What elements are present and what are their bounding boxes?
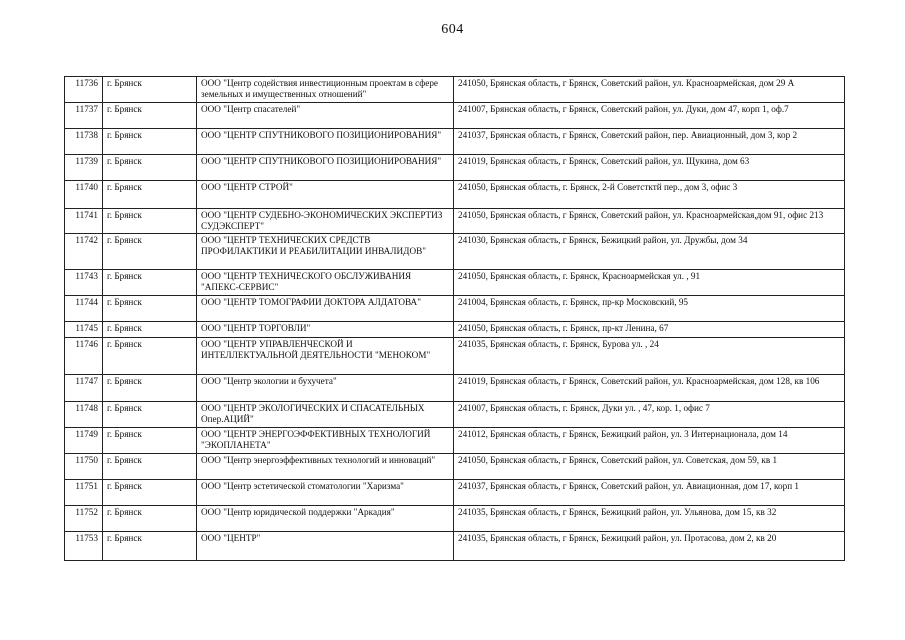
table-row [65, 338, 845, 375]
organization-name: ООО "Центр содействия инвестиционным проектам в сфере земельных и имущественных отношений" [197, 77, 454, 103]
address-cell: 241007, Брянская область, г. Брянск, Дуки ул. , 47, кор. 1, офис 7 [454, 402, 845, 428]
row-number: 11746 [65, 338, 103, 375]
organization-name: ООО "ЦЕНТР" [197, 532, 454, 561]
city-cell: г. Брянск [103, 77, 197, 103]
organization-name: ООО "ЦЕНТР ЭКОЛОГИЧЕСКИХ И СПАСАТЕЛЬНЫХ Опер.АЦИЙ" [197, 402, 454, 428]
registry-table [64, 76, 845, 561]
row-number: 11751 [65, 480, 103, 506]
table-row [65, 532, 845, 561]
row-number: 11739 [65, 155, 103, 181]
city-cell: г. Брянск [103, 296, 197, 322]
table-row [65, 234, 845, 270]
city-cell: г. Брянск [103, 209, 197, 234]
row-number: 11736 [65, 77, 103, 103]
row-number: 11742 [65, 234, 103, 270]
row-number: 11740 [65, 181, 103, 209]
table-row [65, 454, 845, 480]
organization-name: ООО "ЦЕНТР СПУТНИКОВОГО ПОЗИЦИОНИРОВАНИЯ" [197, 155, 454, 181]
row-number: 11743 [65, 270, 103, 296]
city-cell: г. Брянск [103, 506, 197, 532]
table-row [65, 480, 845, 506]
organization-name: ООО "ЦЕНТР СТРОЙ" [197, 181, 454, 209]
row-number: 11738 [65, 129, 103, 155]
table-row [65, 103, 845, 129]
row-number: 11750 [65, 454, 103, 480]
organization-name: ООО "Центр энергоэффективных технологий и инноваций" [197, 454, 454, 480]
organization-name: ООО "Центр юридической поддержки "Аркадия" [197, 506, 454, 532]
address-cell: 241050, Брянская область, г. Брянск, пр-кт Ленина, 67 [454, 322, 845, 338]
address-cell: 241004, Брянская область, г. Брянск, пр-кр Московский, 95 [454, 296, 845, 322]
address-cell: 241012, Брянская область, г Брянск, Бежицкий район, ул. 3 Интернационала, дом 14 [454, 428, 845, 454]
page-number: 604 [441, 22, 464, 37]
address-cell: 241050, Брянская область, г Брянск, Советский район, ул. Советская, дом 59, кв 1 [454, 454, 845, 480]
organization-name: ООО "ЦЕНТР ТОРГОВЛИ" [197, 322, 454, 338]
city-cell: г. Брянск [103, 181, 197, 209]
row-number: 11748 [65, 402, 103, 428]
address-cell: 241007, Брянская область, г Брянск, Советский район, ул. Дуки, дом 47, корп 1, оф.7 [454, 103, 845, 129]
organization-name: ООО "ЦЕНТР СПУТНИКОВОГО ПОЗИЦИОНИРОВАНИЯ" [197, 129, 454, 155]
table-row [65, 428, 845, 454]
city-cell: г. Брянск [103, 338, 197, 375]
table-row [65, 296, 845, 322]
organization-name: ООО "ЦЕНТР СУДЕБНО-ЭКОНОМИЧЕСКИХ ЭКСПЕРТИЗ СУДЭКСПЕРТ" [197, 209, 454, 234]
city-cell: г. Брянск [103, 155, 197, 181]
organization-name: ООО "Центр эстетической стоматологии "Харизма" [197, 480, 454, 506]
organization-name: ООО "Центр спасателей" [197, 103, 454, 129]
table-row [65, 402, 845, 428]
address-cell: 241050, Брянская область, г. Брянск, 2-й Советстктй пер., дом 3, офис 3 [454, 181, 845, 209]
address-cell: 241035, Брянская область, г. Брянск, Бурова ул. , 24 [454, 338, 845, 375]
table-row [65, 270, 845, 296]
row-number: 11744 [65, 296, 103, 322]
address-cell: 241019, Брянская область, г Брянск, Советский район, ул. Щукина, дом 63 [454, 155, 845, 181]
table-row [65, 129, 845, 155]
row-number: 11753 [65, 532, 103, 561]
organization-name: ООО "ЦЕНТР ТОМОГРАФИИ ДОКТОРА АЛДАТОВА" [197, 296, 454, 322]
address-cell: 241030, Брянская область, г Брянск, Бежицкий район, ул. Дружбы, дом 34 [454, 234, 845, 270]
city-cell: г. Брянск [103, 480, 197, 506]
table-row [65, 209, 845, 234]
city-cell: г. Брянск [103, 375, 197, 402]
table-row [65, 77, 845, 103]
address-cell: 241050, Брянская область, г Брянск, Советский район, ул. Красноармейская, дом 29 А [454, 77, 845, 103]
city-cell: г. Брянск [103, 428, 197, 454]
row-number: 11747 [65, 375, 103, 402]
city-cell: г. Брянск [103, 129, 197, 155]
row-number: 11752 [65, 506, 103, 532]
address-cell: 241037, Брянская область, г Брянск, Советский район, ул. Авиационная, дом 17, корп 1 [454, 480, 845, 506]
city-cell: г. Брянск [103, 454, 197, 480]
city-cell: г. Брянск [103, 322, 197, 338]
address-cell: 241019, Брянская область, г Брянск, Советский район, ул. Красноармейская, дом 128, кв 106 [454, 375, 845, 402]
row-number: 11741 [65, 209, 103, 234]
table-row [65, 322, 845, 338]
city-cell: г. Брянск [103, 270, 197, 296]
organization-name: ООО "ЦЕНТР ТЕХНИЧЕСКИХ СРЕДСТВ ПРОФИЛАКТИКИ И РЕАБИЛИТАЦИИ ИНВАЛИДОВ" [197, 234, 454, 270]
table-row [65, 375, 845, 402]
address-cell: 241035, Брянская область, г Брянск, Бежицкий район, ул. Ульянова, дом 15, кв 32 [454, 506, 845, 532]
address-cell: 241037, Брянская область, г Брянск, Советский район, пер. Авиационный, дом 3, кор 2 [454, 129, 845, 155]
organization-name: ООО "Центр экологии и бухучета" [197, 375, 454, 402]
city-cell: г. Брянск [103, 234, 197, 270]
row-number: 11749 [65, 428, 103, 454]
organization-name: ООО "ЦЕНТР ТЕХНИЧЕСКОГО ОБСЛУЖИВАНИЯ "АПЕКС-СЕРВИС" [197, 270, 454, 296]
city-cell: г. Брянск [103, 103, 197, 129]
row-number: 11745 [65, 322, 103, 338]
table-row [65, 181, 845, 209]
address-cell: 241050, Брянская область, г Брянск, Советский район, ул. Красноармейская,дом 91, офис 213 [454, 209, 845, 234]
row-number: 11737 [65, 103, 103, 129]
table-row [65, 506, 845, 532]
address-cell: 241035, Брянская область, г Брянск, Бежицкий район, ул. Протасова, дом 2, кв 20 [454, 532, 845, 561]
city-cell: г. Брянск [103, 402, 197, 428]
organization-name: ООО "ЦЕНТР ЭНЕРГОЭФФЕКТИВНЫХ ТЕХНОЛОГИЙ "ЭКОПЛАНЕТА" [197, 428, 454, 454]
organization-name: ООО "ЦЕНТР УПРАВЛЕНЧЕСКОЙ И ИНТЕЛЛЕКТУАЛЬНОЙ ДЕЯТЕЛЬНОСТИ "МЕНОКОМ" [197, 338, 454, 375]
table-row [65, 155, 845, 181]
address-cell: 241050, Брянская область, г. Брянск, Красноармейская ул. , 91 [454, 270, 845, 296]
city-cell: г. Брянск [103, 532, 197, 561]
